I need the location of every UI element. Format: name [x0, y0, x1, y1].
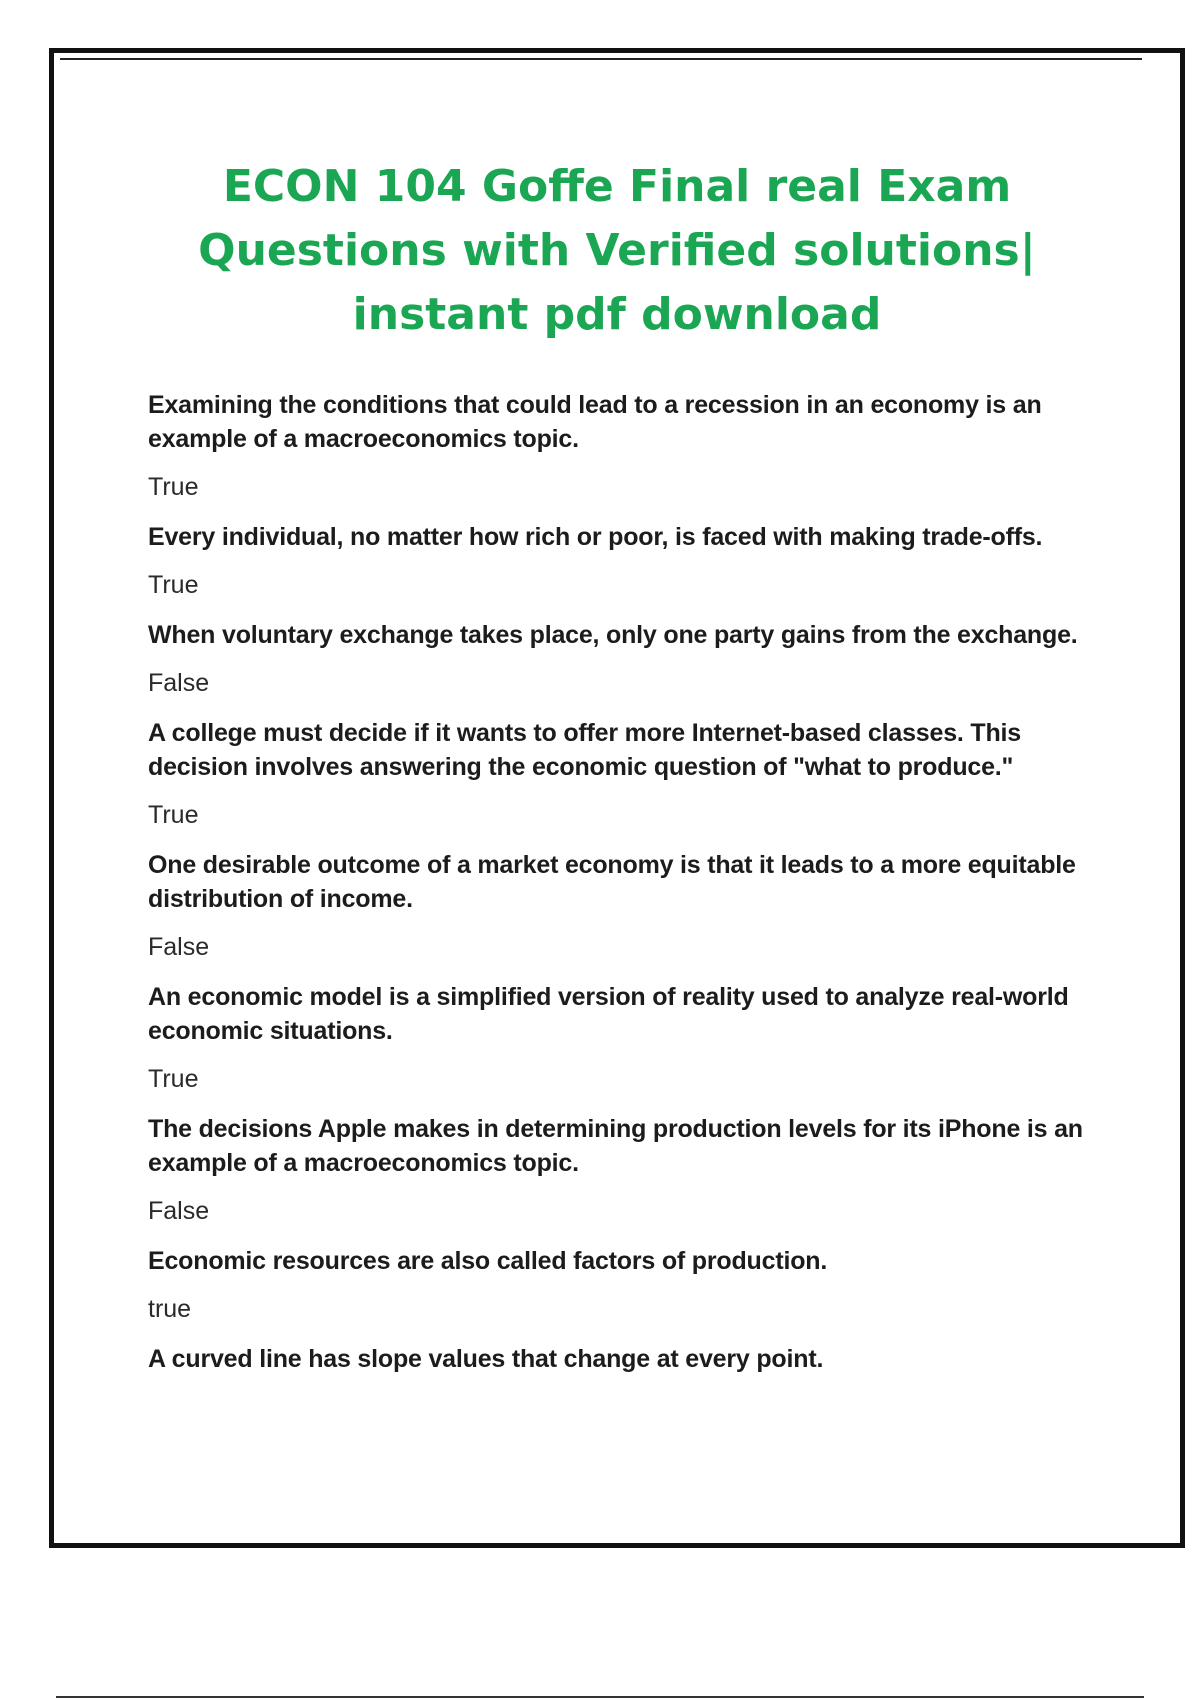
answer-5: False: [148, 933, 210, 961]
qa-item-8: [148, 1244, 1100, 1326]
qa-item-7: [148, 1112, 1100, 1228]
qa-item-6: [148, 980, 1100, 1096]
qa-item-1: [148, 388, 1100, 504]
qa-item-9: [148, 1342, 1100, 1376]
question-4: A college must decide if it wants to offer more Internet-based classes. This decision involves answering the economic question of "what to produce.": [148, 719, 1021, 781]
qa-item-3: [148, 618, 1100, 700]
question-3: When voluntary exchange takes place, only one party gains from the exchange.: [148, 621, 1078, 649]
answer-1: True: [148, 473, 199, 501]
answer-7: False: [148, 1197, 210, 1225]
page-frame: [49, 48, 1185, 1548]
qa-item-5: [148, 848, 1100, 964]
answer-3: False: [148, 669, 210, 697]
qa-list: [148, 388, 1100, 1390]
question-5: One desirable outcome of a market economy is that it leads to a more equitable distribution of income.: [148, 851, 1076, 913]
top-rule: [60, 58, 1142, 60]
question-2: Every individual, no matter how rich or poor, is faced with making trade-offs.: [148, 523, 1043, 551]
qa-item-2: [148, 520, 1100, 602]
document-title: ECON 104 Goffe Final real Exam Questions with Verified solutions| instant pdf download: [198, 161, 1036, 340]
question-6: An economic model is a simplified version of reality used to analyze real-world economic situations.: [148, 983, 1069, 1045]
answer-2: True: [148, 571, 199, 599]
question-7: The decisions Apple makes in determining production levels for its iPhone is an example of a macroeconomics topic.: [148, 1115, 1083, 1177]
answer-6: True: [148, 1065, 199, 1093]
question-9: A curved line has slope values that change at every point.: [148, 1345, 824, 1373]
bottom-rule: [56, 1696, 1144, 1698]
question-8: Economic resources are also called factors of production.: [148, 1247, 828, 1275]
answer-4: True: [148, 801, 199, 829]
answer-8: true: [148, 1295, 192, 1323]
qa-item-4: [148, 716, 1100, 832]
question-1: Examining the conditions that could lead to a recession in an economy is an example of a macroeconomics topic.: [148, 391, 1042, 453]
